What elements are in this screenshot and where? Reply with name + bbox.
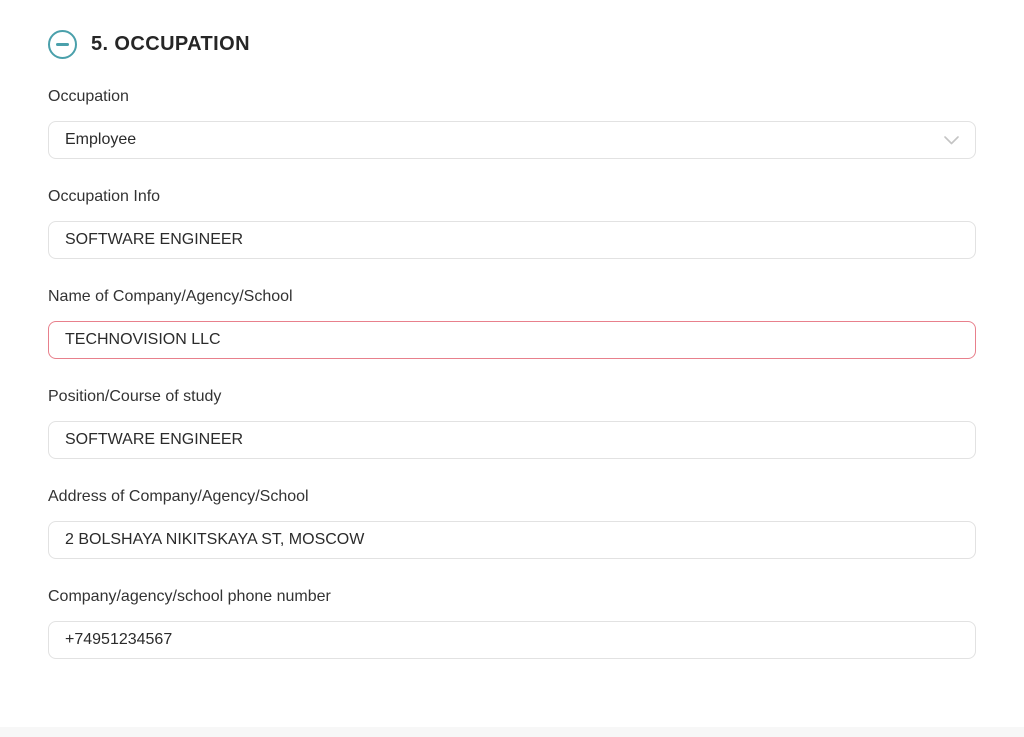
occupation-info-input[interactable] — [48, 221, 976, 259]
next-section-divider — [0, 727, 1024, 737]
position-input[interactable] — [48, 421, 976, 459]
occupation-label: Occupation — [48, 88, 129, 105]
section-title: 5. OCCUPATION — [91, 33, 250, 55]
field-company-name — [48, 288, 976, 359]
occupation-select-value: Employee — [65, 131, 137, 148]
field-company-address — [48, 488, 976, 559]
position-label: Position/Course of study — [48, 388, 222, 405]
chevron-down-icon — [944, 136, 959, 145]
company-name-input[interactable] — [48, 321, 976, 359]
occupation-select[interactable] — [48, 121, 976, 159]
collapse-section-button[interactable] — [48, 30, 77, 59]
section-header — [48, 30, 976, 59]
company-phone-label: Company/agency/school phone number — [48, 588, 331, 605]
company-address-input[interactable] — [48, 521, 976, 559]
field-company-phone — [48, 588, 976, 659]
field-position — [48, 388, 976, 459]
minus-circle-icon — [56, 43, 69, 46]
field-occupation-info — [48, 188, 976, 259]
field-occupation — [48, 88, 976, 159]
occupation-info-label: Occupation Info — [48, 188, 161, 205]
company-phone-input[interactable] — [48, 621, 976, 659]
company-address-label: Address of Company/Agency/School — [48, 488, 309, 505]
company-name-label: Name of Company/Agency/School — [48, 288, 293, 305]
